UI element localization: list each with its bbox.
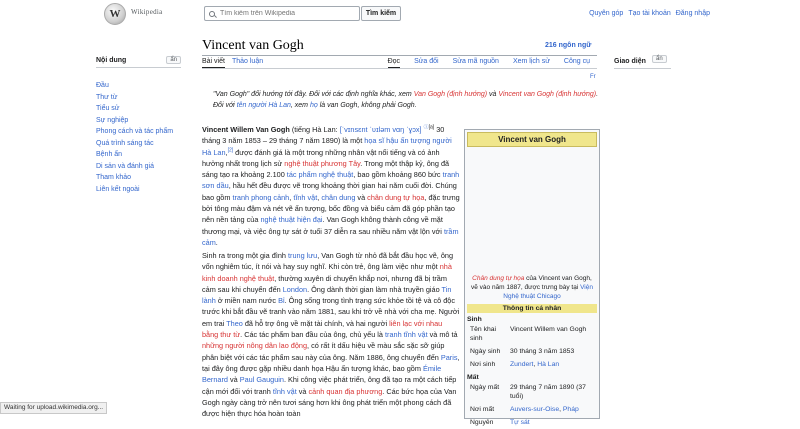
tab-talk[interactable]: Thảo luận <box>231 58 264 65</box>
second-paragraph: Sinh ra trong một gia đình trung lưu, Van Gogh từ nhỏ đã bắt đầu học vẽ, ông vốn nghiêm túc, ít nói và hay suy nghĩ. Khi còn trẻ, ông làm việc như một nhà kinh doanh nghệ thuật, thường xuyên di chuyển khắp nơi, nhưng đã bị trầm cảm sau khi chuyển đến London. Ông dành thời gian làm nhà truyền giáo Tin lành ở miền nam nước Bỉ. Ông sống trong tình trạng sức khỏe tồi tệ và cô độc trước khi bắt đầu vẽ tranh vào năm 1881, sau khi trở về nhà với cha mẹ. Người em trai Theo đã hỗ trợ ông về mặt tài chính, và hai người liên lạc với nhau bằng thư từ. Các tác phẩm ban đầu của ông, chủ yếu là tranh tĩnh vật và mô tả những người nông dân lao động, có rất ít dấu hiệu về màu sắc sặc sỡ giúp phân biệt với các tác phẩm sau này của ông. Năm 1886, ông chuyển đến Paris, tại đây ông được gặp nhiều danh họa Hậu ấn tượng khác, bao gồm Émile Bernard và Paul Gauguin. Khi công việc phát triển, ông đã tạo ra một cách tiếp cận mới đối với tranh tĩnh vật và cảnh quan địa phương. Các bức họa của Van Gogh ngày càng trở nên tươi sáng hơn khi ông phát triển một phong cách đã được hiện thực hóa hoàn toàn <box>202 251 460 419</box>
create-account-link[interactable]: Tạo tài khoản <box>628 10 671 17</box>
row-label: Ngày sinh <box>470 348 501 355</box>
page-title: Vincent van Gogh <box>202 38 304 53</box>
death-place-link-france[interactable]: Pháp <box>562 406 579 413</box>
appearance-panel <box>614 56 664 65</box>
infobox-caption <box>465 274 599 301</box>
hatnote-text: Đối với <box>213 102 237 109</box>
infobox-title: Vincent van Gogh <box>467 132 597 147</box>
appearance-divider <box>614 68 671 69</box>
hatnote-link-disambig[interactable]: Van Gogh (định hướng) <box>413 91 488 98</box>
toc-item-external-links[interactable]: Liên kết ngoài <box>96 185 140 193</box>
toc-item-career[interactable]: Sự nghiệp <box>96 116 129 124</box>
hatnote-link-dutch-names[interactable]: tên người Hà Lan <box>236 102 291 109</box>
lead-paragraph: Vincent Willem Van Gogh (tiếng Hà Lan: [ˈvɪnsɛnt ˈʋɪləm vɑŋ ˈɣɔx] $^{ⓘ[a]}$ 30 tháng 3 năm 1853 – 29 tháng 7 năm 1890) là một họa sĩ hậu ấn tượng người Hà Lan,[2] được đánh giá là một trong những nhân vật nổi tiếng và có ảnh hưởng nhất trong lịch sử nghệ thuật phương Tây. Trong một thập kỷ, ông đã sáng tạo ra khoảng 2.100 tác phẩm nghệ thuật, bao gồm khoảng 860 bức tranh sơn dầu, hầu hết đều được vẽ trong khoảng thời gian hai năm cuối đời. Chúng bao gồm tranh phong cảnh, tĩnh vật, chân dung và chân dung tự họa, đặc trưng bởi tông màu đậm và nét vẽ ấn tượng, bốc đồng và biểu cảm đã góp phần tạo nên nền tảng của nghệ thuật hiện đại. Van Gogh không thành công về mặt thương mại, và việc ông tự sát ở tuổi 37 diễn ra sau nhiều năm vật lộn với trầm cảm. <box>202 124 460 247</box>
separator: , <box>533 361 538 368</box>
hatnote-link-surname[interactable]: họ <box>309 102 318 109</box>
tab-history[interactable]: Xem lịch sử <box>512 58 550 65</box>
browser-status-bar: Waiting for upload.wikimedia.org... <box>0 402 107 414</box>
infobox-row <box>465 381 599 403</box>
wikipedia-wordmark[interactable]: Wikipedia <box>131 8 163 16</box>
row-value: Vincent Willem van Gogh <box>510 326 587 333</box>
infobox-row <box>465 323 599 345</box>
toc-item-legacy[interactable]: Di sản và đánh giá <box>96 162 154 170</box>
tab-article[interactable]: Bài viết <box>202 58 225 68</box>
hatnote-link-disambig-2[interactable]: Vincent van Gogh (định hướng) <box>498 91 597 98</box>
row-label: Ngày mất <box>470 384 500 391</box>
appearance-title: Giao diện <box>614 58 646 65</box>
login-link[interactable]: Đăng nhập <box>675 10 710 17</box>
user-links <box>589 10 710 17</box>
separator: , <box>559 406 563 413</box>
translate-icon[interactable]: Fr <box>590 74 596 80</box>
infobox <box>464 129 600 426</box>
search-icon <box>209 11 215 17</box>
search-button[interactable]: Tìm kiếm <box>361 6 401 21</box>
tab-edit[interactable]: Sửa đổi <box>414 58 439 65</box>
toc-title: Nội dung <box>96 56 127 64</box>
toc-item-illness[interactable]: Bệnh ẩn <box>96 151 123 158</box>
toc-item-references[interactable]: Tham khảo <box>96 174 132 181</box>
search-input[interactable] <box>220 10 350 17</box>
infobox-row <box>465 416 599 429</box>
birth-place-link-zundert[interactable]: Zundert <box>510 361 534 368</box>
row-label: Nơi mất <box>470 406 495 413</box>
row-value: 30 tháng 3 năm 1853 <box>510 348 575 355</box>
infobox-group-birth: Sinh <box>467 316 482 323</box>
row-label: Nguyên <box>470 419 494 426</box>
hatnote <box>213 89 603 111</box>
infobox-row <box>465 403 599 416</box>
infobox-group-death: Mất <box>467 374 479 381</box>
table-of-contents <box>96 56 181 195</box>
row-label: Nơi sinh <box>470 361 496 368</box>
infobox-section-header: Thông tin cá nhân <box>467 304 597 313</box>
toc-hide-button[interactable]: ẩn <box>166 56 181 64</box>
infobox-row <box>465 345 599 358</box>
birth-place-link-netherlands[interactable]: Hà Lan <box>537 361 560 368</box>
wikipedia-logo-icon[interactable]: W <box>104 3 126 25</box>
donate-link[interactable]: Quyên góp <box>589 10 624 17</box>
portrait-image-placeholder[interactable] <box>465 149 599 274</box>
hatnote-text: và <box>487 91 499 98</box>
row-label: Tên khai sinh <box>470 326 497 342</box>
languages-button[interactable]: 216 ngôn ngữ <box>545 42 592 49</box>
row-value: 29 tháng 7 năm 1890 (37 tuổi) <box>510 384 586 400</box>
hatnote-text: . <box>596 91 599 98</box>
toc-item-top[interactable]: Đầu <box>96 82 109 89</box>
hatnote-text: , xem <box>290 102 310 109</box>
toc-item-biography[interactable]: Tiểu sử <box>96 105 120 112</box>
death-place-link-auvers[interactable]: Auvers-sur-Oise <box>510 406 560 413</box>
caption-link-art-institute[interactable]: Viện Nghệ thuật Chicago <box>503 284 593 300</box>
title-divider <box>202 55 597 56</box>
search-field[interactable] <box>204 6 360 21</box>
toc-item-creative-process[interactable]: Quá trình sáng tác <box>96 139 154 147</box>
infobox-row <box>465 358 599 371</box>
tab-tools[interactable]: Công cụ <box>563 58 590 65</box>
caption-text: của Vincent van Gogh, vẽ vào năm 1887, được trưng bày tại <box>471 275 592 291</box>
hatnote-text: là van Gogh, không phải Gogh. <box>317 102 417 109</box>
hatnote-text: "Van Gogh" đổi hướng tới đây. Đối với các định nghĩa khác, xem <box>213 91 414 98</box>
toc-item-letters[interactable]: Thư từ <box>96 93 118 101</box>
tab-read[interactable]: Đọc <box>388 58 400 68</box>
tab-edit-source[interactable]: Sửa mã nguồn <box>452 58 499 65</box>
appearance-hide-button[interactable]: ẩn <box>652 55 667 63</box>
page-tabs <box>202 58 597 68</box>
cause-of-death-link[interactable]: Tự sát <box>510 419 530 426</box>
tabs-divider <box>202 68 597 69</box>
caption-link-self-portrait[interactable]: Chân dung tự họa <box>472 275 525 282</box>
toc-item-style[interactable]: Phong cách và tác phẩm <box>96 128 174 135</box>
